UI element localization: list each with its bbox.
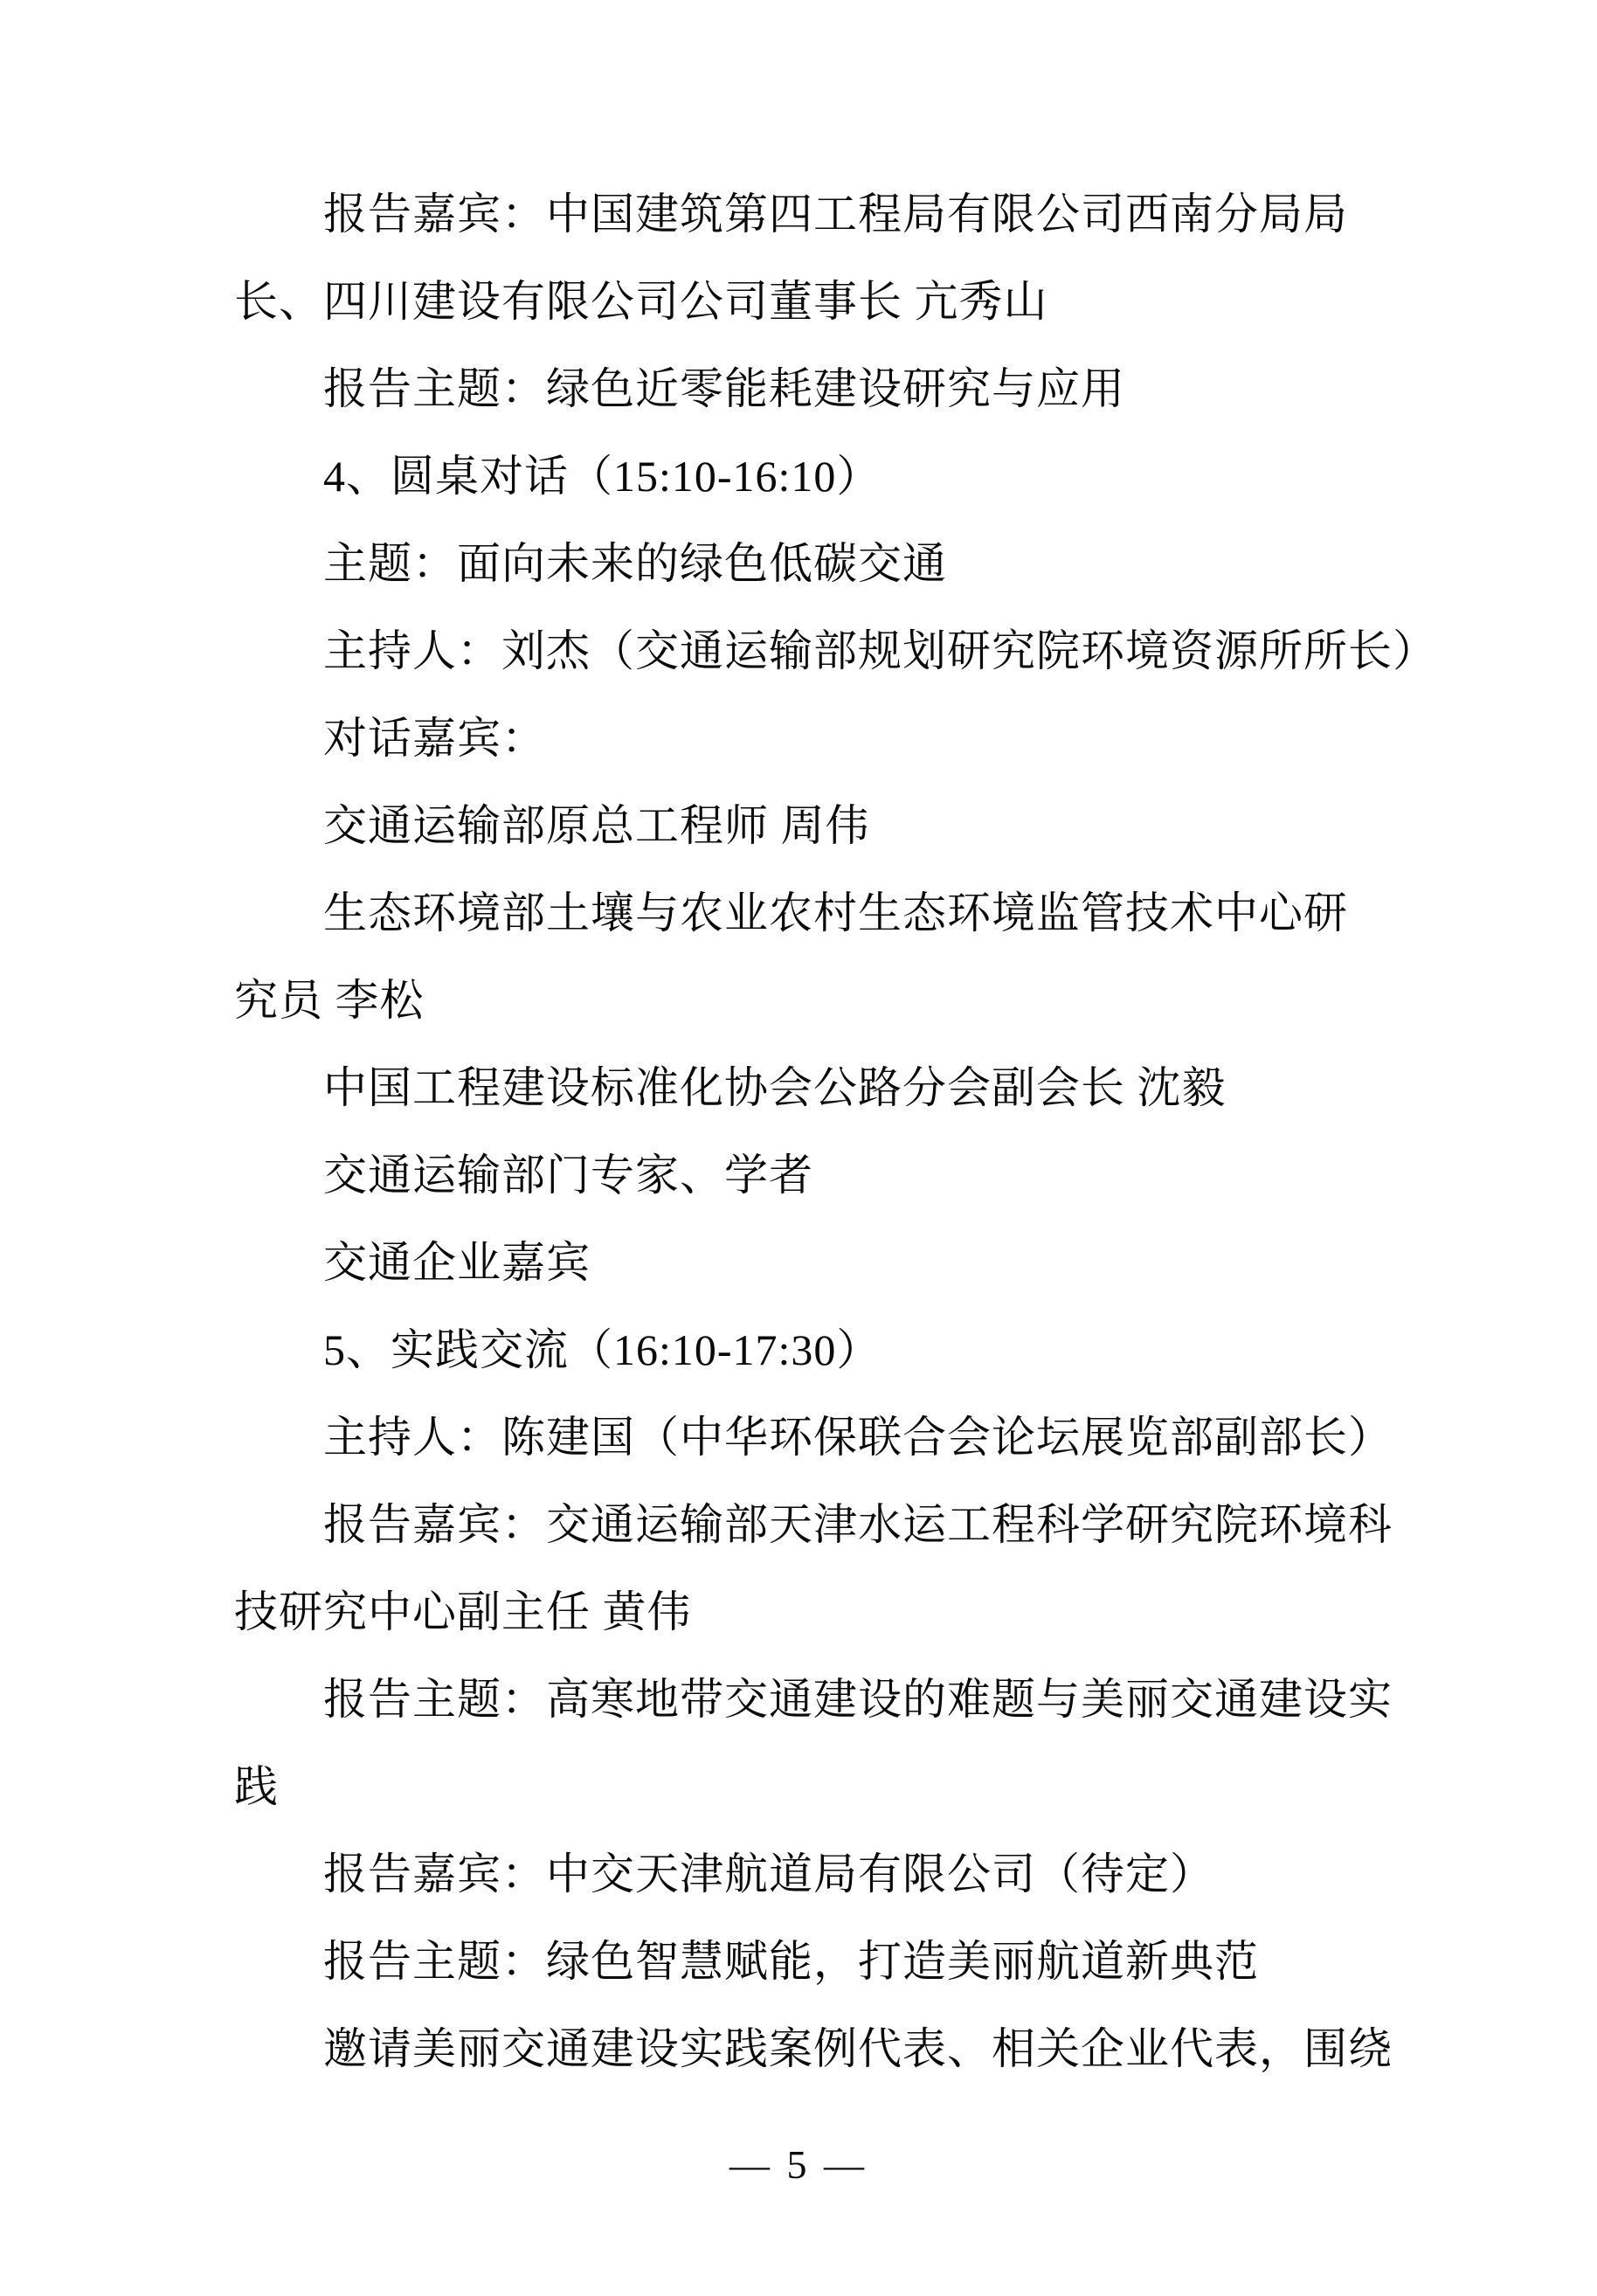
document-body-text (234, 170, 1437, 2092)
text-line: 技研究中心副主任 黄伟 (234, 1587, 692, 1636)
text-line: 主持人：刘杰（交通运输部规划研究院环境资源所所长） (323, 626, 1437, 675)
text-line: 4、圆桌对话（15:10-16:10） (323, 452, 881, 501)
text-line: 交通企业嘉宾 (323, 1238, 591, 1287)
text-line: 报告主题：绿色智慧赋能，打造美丽航道新典范 (323, 1937, 1259, 1986)
text-line: 主题：面向未来的绿色低碳交通 (323, 539, 947, 588)
text-line: 究员 李松 (234, 976, 425, 1025)
text-line: 中国工程建设标准化协会公路分会副会长 沈毅 (323, 1063, 1227, 1112)
text-line: 报告嘉宾：交通运输部天津水运工程科学研究院环境科 (323, 1500, 1393, 1549)
text-line: 邀请美丽交通建设实践案例代表、相关企业代表，围绕 (323, 2024, 1393, 2073)
page-number: — 5 — (729, 2142, 868, 2187)
text-line: 5、实践交流（16:10-17:30） (323, 1325, 881, 1374)
text-line: 报告嘉宾：中交天津航道局有限公司（待定） (323, 1850, 1214, 1898)
text-line: 报告主题：高寒地带交通建设的难题与美丽交通建设实 (323, 1675, 1393, 1724)
text-line: 主持人：陈建国（中华环保联合会论坛展览部副部长） (323, 1413, 1393, 1462)
text-line: 报告主题：绿色近零能耗建设研究与应用 (323, 364, 1125, 413)
text-line: 生态环境部土壤与农业农村生态环境监管技术中心研 (323, 889, 1348, 937)
text-line: 报告嘉宾：中国建筑第四工程局有限公司西南分局局 (323, 190, 1348, 239)
text-line: 践 (234, 1762, 279, 1811)
text-line: 对话嘉宾： (323, 714, 546, 763)
text-line: 交通运输部原总工程师 周伟 (323, 801, 870, 850)
text-line: 交通运输部门专家、学者 (323, 1151, 813, 1200)
text-line: 长、四川建设有限公司公司董事长 亢秀山 (234, 277, 1048, 326)
